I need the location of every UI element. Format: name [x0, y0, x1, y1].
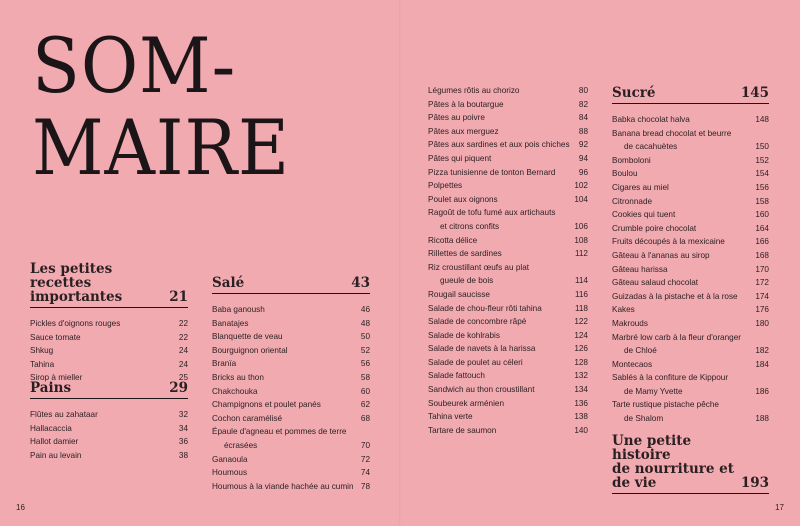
recipe-name: Légumes rôtis au chorizo [428, 86, 520, 95]
recipe-name: Fruits découpés à la mexicaine [612, 237, 725, 247]
recipe-name: Cookies qui tuent [612, 210, 676, 220]
list-item [612, 113, 769, 127]
list-item [428, 111, 588, 125]
recipe-page: 58 [360, 372, 370, 382]
list-item [428, 193, 588, 207]
recipe-page: 134 [574, 385, 588, 395]
recipe-page: 70 [360, 440, 370, 450]
list-item [212, 371, 370, 385]
list-item [612, 412, 769, 426]
recipe-page: 170 [755, 264, 769, 274]
list-item [612, 276, 769, 290]
recipe-name: Cochon caramélisé [212, 413, 283, 423]
recipe-name: Pain au levain [30, 450, 82, 460]
recipe-name: de cacahuètes [624, 142, 678, 152]
list-item [612, 358, 769, 372]
list-item [212, 330, 370, 344]
page-gutter [399, 0, 401, 526]
section-sale-continued [428, 75, 588, 437]
recipe-name: Pâtes au poivre [428, 113, 485, 123]
section-title: Sucré [612, 85, 656, 101]
recipe-name: Crumble poire chocolat [612, 223, 697, 233]
recipe-page: 122 [574, 317, 588, 327]
recipe-name: Tartare de saumon [428, 425, 497, 435]
list-item [612, 263, 769, 277]
recipe-page: 102 [574, 181, 588, 191]
recipe-name: Ganaoula [212, 454, 248, 464]
section-title-line-1: Une petite histoire [612, 433, 692, 463]
recipe-name: Tahina verte [428, 412, 473, 422]
list-item [212, 385, 370, 399]
recipe-page: 56 [360, 359, 370, 369]
recipe-page: 74 [360, 468, 370, 478]
recipe-name: Sandwich au thon croustillant [428, 385, 535, 395]
recipe-name: Salade de navets à la harissa [428, 344, 536, 354]
list-item [428, 152, 588, 166]
recipe-page: 36 [178, 437, 188, 447]
recipe-page: 186 [755, 386, 769, 396]
recipe-name: Marbré low carb à la fleur d'oranger [612, 332, 741, 342]
list-item [212, 425, 370, 439]
folio-right: 17 [775, 503, 784, 512]
list-item [428, 98, 588, 112]
list-item [212, 317, 370, 331]
recipe-page: 92 [578, 140, 588, 150]
recipe-page: 72 [360, 454, 370, 464]
title-line-1: SOM- [32, 21, 237, 110]
list-item [612, 208, 769, 222]
list-item [612, 249, 769, 263]
recipe-name: gueule de bois [440, 276, 494, 286]
recipe-list [30, 317, 188, 385]
section-title: Pains [30, 380, 72, 396]
section-sucre [612, 86, 769, 426]
list-item [30, 317, 188, 331]
recipe-page: 78 [360, 481, 370, 491]
recipe-page: 50 [360, 332, 370, 342]
list-item [428, 410, 588, 424]
recipe-page: 164 [755, 223, 769, 233]
section-heading [612, 86, 769, 104]
recipe-page: 88 [578, 126, 588, 136]
list-item [30, 331, 188, 345]
recipe-name: Gâteau harissa [612, 264, 668, 274]
recipe-name: Boulou [612, 169, 638, 179]
list-item [612, 222, 769, 236]
list-item [612, 140, 769, 154]
recipe-name: Sirop à mieller [30, 373, 83, 383]
recipe-name: Polpettes [428, 181, 463, 191]
list-item [212, 439, 370, 453]
recipe-name: Salade fattouch [428, 371, 485, 381]
section-heading [30, 381, 188, 399]
list-item [612, 195, 769, 209]
section-histoire [612, 434, 769, 494]
list-item [30, 435, 188, 449]
list-item [428, 288, 588, 302]
section-title: Salé [212, 275, 245, 291]
list-item [428, 220, 588, 234]
list-item [612, 344, 769, 358]
recipe-name: Bourguignon oriental [212, 345, 288, 355]
recipe-page: 180 [755, 318, 769, 328]
recipe-page: 48 [360, 318, 370, 328]
recipe-page: 154 [755, 169, 769, 179]
recipe-name: Makrouds [612, 318, 648, 328]
recipe-name: Tahina [30, 359, 55, 369]
recipe-name: Ricotta délice [428, 235, 478, 245]
list-item [30, 344, 188, 358]
recipe-page: 156 [755, 182, 769, 192]
list-item [428, 397, 588, 411]
recipe-page: 136 [574, 398, 588, 408]
recipe-page: 25 [178, 373, 188, 383]
recipe-name: Montecaos [612, 359, 653, 369]
recipe-name: Chakchouka [212, 386, 258, 396]
recipe-page: 108 [574, 235, 588, 245]
list-item [212, 344, 370, 358]
recipe-page: 172 [755, 278, 769, 288]
list-item [30, 358, 188, 372]
recipe-page: 38 [178, 450, 188, 460]
recipe-page: 118 [574, 303, 588, 313]
recipe-name: Pizza tunisienne de tonton Bernard [428, 167, 556, 177]
section-heading [30, 262, 188, 308]
recipe-list [30, 408, 188, 462]
recipe-name: Shkug [30, 346, 54, 356]
recipe-page: 166 [755, 237, 769, 247]
recipe-page: 22 [178, 319, 188, 328]
recipe-name: Salade de poulet au céleri [428, 357, 523, 367]
list-item [428, 247, 588, 261]
recipe-page: 168 [755, 250, 769, 260]
section-recettes [30, 262, 188, 385]
recipe-name: Blanquette de veau [212, 332, 283, 342]
section-heading [612, 434, 769, 494]
list-item [612, 235, 769, 249]
list-item [428, 179, 588, 193]
section-sale [212, 262, 370, 493]
section-title-line-2: importantes [30, 289, 123, 305]
section-page: 43 [351, 275, 370, 291]
list-item [428, 329, 588, 343]
recipe-list [612, 113, 769, 426]
recipe-name: Hallacaccia [30, 423, 72, 433]
list-item [212, 453, 370, 467]
recipe-name: Riz croustillant œufs au plat [428, 262, 530, 272]
section-title [612, 434, 741, 490]
list-item [612, 331, 769, 345]
recipe-name: Bricks au thon [212, 372, 264, 382]
list-item [428, 342, 588, 356]
recipe-name: Baba ganoush [212, 305, 265, 314]
recipe-name: Houmous à la viande hachée au cumin [212, 481, 354, 491]
recipe-page: 138 [574, 412, 588, 422]
recipe-name: de Mamy Yvette [624, 386, 683, 396]
list-item [612, 127, 769, 141]
section-title [30, 262, 169, 304]
recipe-page: 60 [360, 386, 370, 396]
list-item [612, 167, 769, 181]
list-item [212, 357, 370, 371]
list-item [428, 84, 588, 98]
section-title-line-2: de nourriture et de vie [612, 461, 734, 491]
recipe-name: Pâtes à la boutargue [428, 99, 504, 109]
recipe-page: 116 [574, 289, 588, 299]
recipe-page: 24 [178, 359, 188, 369]
recipe-name: Hallot damier [30, 437, 79, 447]
recipe-page: 24 [178, 346, 188, 356]
recipe-name: Salade de chou-fleur rôti tahina [428, 303, 542, 313]
recipe-name: Salade de concombre râpé [428, 317, 527, 327]
recipe-name: de Chloé [624, 346, 657, 356]
recipe-list [428, 84, 588, 437]
list-item [428, 125, 588, 139]
section-page: 21 [169, 289, 188, 305]
folio-left: 16 [16, 503, 25, 512]
list-item [212, 412, 370, 426]
recipe-name: Houmous [212, 468, 248, 478]
recipe-page: 96 [578, 167, 588, 177]
section-pains [30, 381, 188, 462]
recipe-page: 104 [574, 194, 588, 204]
list-item [428, 274, 588, 288]
recipe-page: 82 [578, 99, 588, 109]
list-item [212, 303, 370, 317]
recipe-name: Pâtes aux sardines et aux pois chiches [428, 140, 570, 150]
recipe-name: Guizadas à la pistache et à la rose [612, 291, 738, 301]
title-line-2: MAIRE [32, 103, 291, 192]
recipe-name: Tarte rustique pistache pêche [612, 400, 719, 410]
recipe-name: Gâteau salaud chocolat [612, 278, 699, 288]
recipe-page: 152 [755, 155, 769, 165]
recipe-page: 80 [578, 86, 588, 95]
list-item [428, 369, 588, 383]
recipe-page: 182 [755, 346, 769, 356]
recipe-name: Gâteau à l'ananas au sirop [612, 250, 710, 260]
recipe-name: Citronnade [612, 196, 653, 206]
list-item [428, 261, 588, 275]
recipe-page: 128 [574, 357, 588, 367]
recipe-name: et citrons confits [440, 221, 500, 231]
recipe-page: 34 [178, 423, 188, 433]
recipe-name: Banatajes [212, 318, 249, 328]
recipe-page: 106 [574, 221, 588, 231]
recipe-name: Poulet aux oignons [428, 194, 498, 204]
recipe-name: Babka chocolat halva [612, 115, 690, 124]
list-item [612, 317, 769, 331]
list-item [428, 383, 588, 397]
list-item [428, 166, 588, 180]
list-item [428, 424, 588, 438]
section-page: 29 [169, 380, 188, 396]
recipe-page: 112 [574, 249, 588, 259]
recipe-name: Banana bread chocolat et beurre [612, 128, 732, 138]
recipe-name: de Shalom [624, 414, 664, 424]
recipe-name: Champignons et poulet panés [212, 400, 321, 410]
recipe-page: 62 [360, 400, 370, 410]
recipe-page: 160 [755, 210, 769, 220]
recipe-name: Flûtes au zahataar [30, 410, 98, 419]
list-item [428, 138, 588, 152]
recipe-page: 84 [578, 113, 588, 123]
list-item [212, 480, 370, 494]
recipe-name: Épaule d'agneau et pommes de terre [212, 427, 347, 437]
recipe-name: Pâtes aux merguez [428, 126, 499, 136]
list-item [212, 398, 370, 412]
list-item [30, 408, 188, 422]
list-item [428, 302, 588, 316]
list-item [212, 466, 370, 480]
recipe-page: 184 [755, 359, 769, 369]
recipe-page: 148 [755, 115, 769, 124]
list-item [612, 154, 769, 168]
list-item [612, 303, 769, 317]
recipe-name: Pâtes qui piquent [428, 153, 492, 163]
recipe-list [212, 303, 370, 493]
recipe-page: 46 [360, 305, 370, 314]
list-item [612, 371, 769, 385]
list-item [428, 315, 588, 329]
recipe-page: 32 [178, 410, 188, 419]
section-heading [212, 262, 370, 294]
recipe-name: Ragoût de tofu fumé aux artichauts [428, 208, 556, 218]
recipe-page: 150 [755, 142, 769, 152]
recipe-page: 114 [574, 276, 588, 286]
recipe-name: Salade de kohlrabis [428, 330, 500, 340]
recipe-page: 52 [360, 345, 370, 355]
recipe-name: Sauce tomate [30, 332, 81, 342]
list-item [612, 181, 769, 195]
section-title-line-1: Les petites recettes [30, 261, 113, 291]
recipe-name: Cigares au miel [612, 182, 669, 192]
list-item [428, 356, 588, 370]
recipe-page: 94 [578, 153, 588, 163]
recipe-name: Soubeurek arménien [428, 398, 505, 408]
recipe-name: Pickles d'oignons rouges [30, 319, 121, 328]
list-item [30, 422, 188, 436]
recipe-page: 140 [574, 425, 588, 435]
recipe-page: 124 [574, 330, 588, 340]
recipe-name: Rougail saucisse [428, 289, 490, 299]
recipe-page: 68 [360, 413, 370, 423]
recipe-page: 176 [755, 305, 769, 315]
list-item [30, 449, 188, 463]
recipe-page: 126 [574, 344, 588, 354]
recipe-page: 188 [755, 414, 769, 424]
list-item [612, 398, 769, 412]
section-page: 145 [740, 85, 769, 101]
list-item [612, 385, 769, 399]
list-item [612, 290, 769, 304]
recipe-page: 132 [574, 371, 588, 381]
recipe-page: 158 [755, 196, 769, 206]
recipe-name: Branïa [212, 359, 237, 369]
recipe-page: 174 [755, 291, 769, 301]
recipe-page: 22 [178, 332, 188, 342]
recipe-name: Rillettes de sardines [428, 249, 502, 259]
section-page: 193 [740, 475, 769, 491]
list-item [428, 234, 588, 248]
recipe-name: Sablés à la confiture de Kippour [612, 373, 729, 383]
recipe-name: Kakes [612, 305, 635, 315]
list-item [428, 206, 588, 220]
recipe-name: Bomboloni [612, 155, 651, 165]
recipe-name: écrasées [224, 440, 258, 450]
